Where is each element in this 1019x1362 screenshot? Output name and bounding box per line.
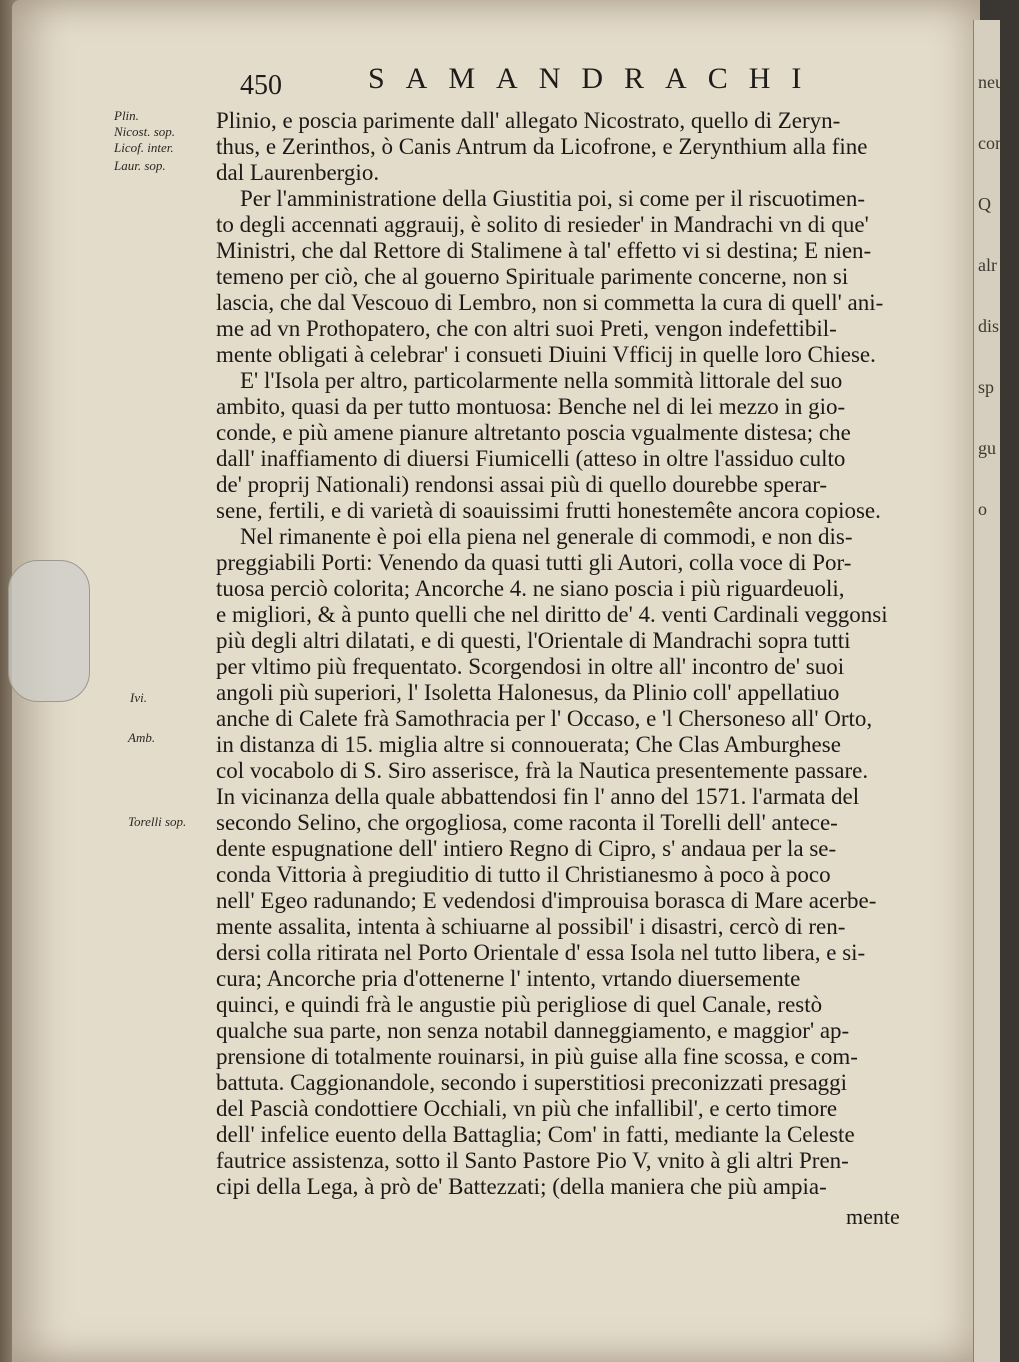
text-line: conda Vittoria à pregiuditio di tutto il Christianesmo à poco à poco bbox=[216, 862, 831, 887]
text-line: del Pascià condottiere Occhiali, vn più che infallibil', e certo timore bbox=[216, 1096, 838, 1121]
text-line: tuosa perciò colorita; Ancorche 4. ne siano poscia i più riguardeuoli, bbox=[216, 576, 845, 601]
text-line: de' proprij Nationali) rendonsi assai più di quello dourebbe sperar- bbox=[216, 472, 828, 497]
text-line: battuta. Caggionandole, secondo i superstitiosi preconizzati presaggi bbox=[216, 1070, 848, 1095]
text-line: In vicinanza della quale abbattendosi fin l' anno del 1571. l'armata del bbox=[216, 784, 860, 809]
margin-note: Licof. inter. bbox=[114, 140, 174, 155]
next-page-fragment: alr bbox=[978, 255, 997, 275]
next-page-edge bbox=[973, 20, 1019, 1362]
text-line: Per l'amministratione della Giustitia poi, si come per il riscuotimen- bbox=[240, 186, 866, 211]
text-line: secondo Selino, che orgogliosa, come raconta il Torelli dell' antece- bbox=[216, 810, 838, 835]
text-line: prensione di totalmente rouinarsi, in più guise alla fine scossa, e com- bbox=[216, 1044, 858, 1069]
margin-note: Laur. sop. bbox=[114, 158, 166, 173]
page-number: 450 bbox=[240, 70, 282, 101]
text-line: dell' infelice euento della Battaglia; Com' in fatti, mediante la Celeste bbox=[216, 1122, 855, 1147]
text-line: più degli altri dilatati, e di questi, l'Orientale di Mandrachi sopra tutti bbox=[216, 628, 851, 653]
text-line: quinci, e quindi frà le angustie più perigliose di quel Canale, restò bbox=[216, 992, 823, 1017]
text-line: qualche sua parte, non senza notabil danneggiamento, e maggior' ap- bbox=[216, 1018, 850, 1043]
text-line: temeno per ciò, che al gouerno Spirituale parimente concerne, non si bbox=[216, 264, 849, 289]
text-line: preggiabili Porti: Venendo da quasi tutti gli Autori, colla voce di Por- bbox=[216, 550, 852, 575]
next-page-fragment: gu bbox=[978, 438, 996, 458]
next-page-fragment: neusc bbox=[978, 72, 1019, 92]
text-line: sene, fertili, e di varietà di soauissimi frutti honestemête ancora copiose. bbox=[216, 498, 881, 523]
text-line: dersi colla ritirata nel Porto Orientale d' essa Isola nel tutto libera, e si- bbox=[216, 940, 866, 965]
text-line: e migliori, & à punto quelli che nel diritto de' 4. venti Cardinali veggonsi bbox=[216, 602, 888, 627]
text-line: lascia, che dal Vescouo di Lembro, non si commetta la cura di quell' ani- bbox=[216, 290, 884, 315]
text-line: Ministri, che dal Rettore di Stalimene à tal' effetto vi si destina; E nien- bbox=[216, 238, 872, 263]
catchword: mente bbox=[846, 1204, 900, 1229]
margin-note: Amb. bbox=[128, 730, 156, 745]
text-line: dente espugnatione dell' intiero Regno di Cipro, s' andaua per la se- bbox=[216, 836, 837, 861]
text-line: in distanza di 15. miglia altre si connouerata; Che Clas Amburghese bbox=[216, 732, 841, 757]
text-line: Plinio, e poscia parimente dall' allegato Nicostrato, quello di Zeryn- bbox=[216, 108, 841, 133]
next-page-fragment: conte bbox=[978, 133, 1017, 153]
text-line: E' l'Isola per altro, particolarmente nella sommità littorale del suo bbox=[240, 368, 843, 393]
text-line: me ad vn Prothopatero, che con altri suoi Preti, vengon indefettibil- bbox=[216, 316, 837, 341]
next-page-fragment: Q bbox=[978, 194, 991, 214]
text-line: cura; Ancorche pria d'ottenerne l' intento, vrtando diuersemente bbox=[216, 966, 801, 991]
text-line: to degli accennati aggrauij, è solito di resieder' in Mandrachi vn di que' bbox=[216, 212, 869, 237]
text-line: mente obligati à celebrar' i consueti Diuini Vfficij in quelle loro Chiese. bbox=[216, 342, 876, 367]
running-title: SAMANDRACHI bbox=[368, 62, 823, 95]
text-line: fautrice assistenza, sotto il Santo Pastore Pio V, vnito à gli altri Pren- bbox=[216, 1148, 849, 1173]
text-line: Nel rimanente è poi ella piena nel generale di commodi, e non dis- bbox=[240, 524, 853, 549]
text-line: angoli più superiori, l' Isoletta Halonesus, da Plinio coll' appellatiuo bbox=[216, 680, 840, 705]
page-header bbox=[240, 58, 880, 101]
margin-note: Ivi. bbox=[130, 690, 147, 705]
text-line: mente assalita, intenta à schiuarne al possibil' i disastri, cercò di ren- bbox=[216, 914, 846, 939]
margin-note: Plin. bbox=[114, 108, 139, 123]
text-line: cipi della Lega, à prò de' Battezzati; (della maniera che più ampia- bbox=[216, 1174, 827, 1199]
text-line: dal Laurenbergio. bbox=[216, 160, 380, 185]
text-line: per vltimo più frequentato. Scorgendosi in oltre all' incontro de' suoi bbox=[216, 654, 845, 679]
page-clip bbox=[8, 560, 90, 702]
text-line: thus, e Zerinthos, ò Canis Antrum da Licofrone, e Zerynthium alla fine bbox=[216, 134, 868, 159]
margin-note: Nicost. sop. bbox=[114, 124, 176, 139]
text-line: ambito, quasi da per tutto montuosa: Benche nel di lei mezzo in gio- bbox=[216, 394, 846, 419]
next-page-fragment: dis bbox=[978, 316, 1000, 336]
text-line: conde, e più amene pianure altretanto poscia vgualmente distesa; che bbox=[216, 420, 851, 445]
margin-note: Torelli sop. bbox=[128, 814, 187, 829]
next-page-fragment: sp bbox=[978, 377, 995, 397]
text-line: nell' Egeo radunando; E vedendosi d'improuisa borasca di Mare acerbe- bbox=[216, 888, 877, 913]
text-line: dall' inaffiamento di diuersi Fiumicelli (atteso in oltre l'assiduo culto bbox=[216, 446, 846, 471]
text-line: col vocabolo di S. Siro asserisce, frà la Nautica presentemente passare. bbox=[216, 758, 869, 783]
text-line: anche di Calete frà Samothracia per l' Occaso, e 'l Chersoneso all' Orto, bbox=[216, 706, 873, 731]
next-page-fragment: o bbox=[978, 499, 987, 519]
